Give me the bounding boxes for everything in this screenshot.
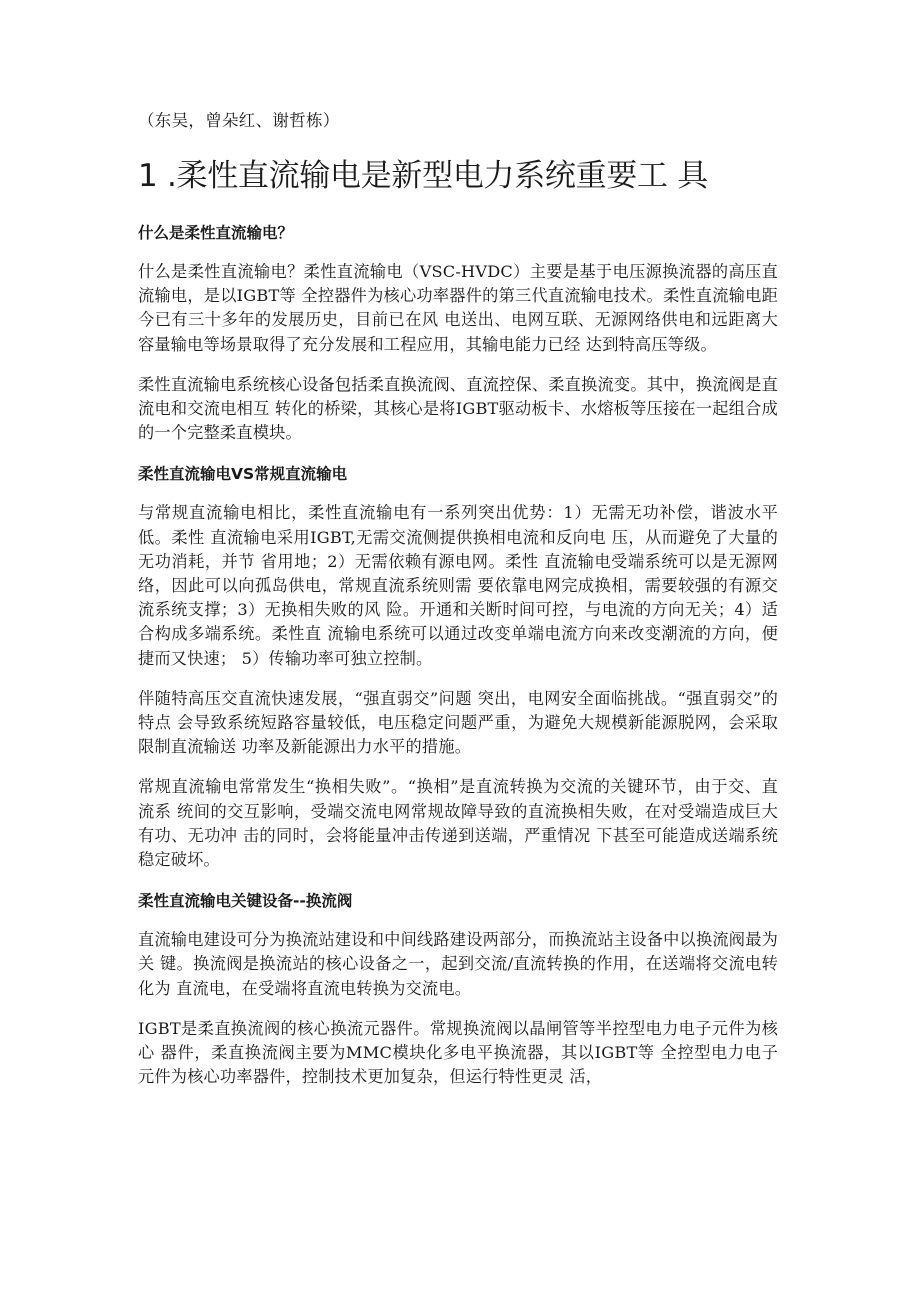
paragraph: 柔性直流输电系统核心设备包括柔直换流阀、直流控保、柔直换流变。其中，换流阀是直流电和交流电相互 转化的桥梁，其核心是将IGBT驱动板卡、水熔板等压接在一起组合成的一个完整柔直模块。 (138, 374, 778, 443)
paragraph: IGBT是柔直换流阀的核心换流元器件。常规换流阀以晶闸管等半控型电力电子元件为核心 器件，柔直换流阀主要为MMC模块化多电平换流器，其以IGBT等 全控型电力电子元件为核心功率器件，控制技术更加复杂，但运行特性更灵 活， (138, 1018, 778, 1087)
section-heading: 柔性直流输电VS常规直流输电 (138, 465, 348, 484)
section-what-is-vsc-hvdc (138, 220, 778, 445)
document-page (138, 108, 778, 1105)
section-converter-valve (138, 888, 778, 1089)
section-heading: 什么是柔性直流输电？ (138, 224, 294, 242)
paragraph: 什么是柔性直流输电？柔性直流输电（VSC-HVDC）主要是基于电压源换流器的高压直流输电，是以IGBT等 全控器件为核心功率器件的第三代直流输电技术。柔性直流输电距今已有三十多年的发展历史，目前已在风 电送出、电网互联、无源网络供电和远距离大容量输电等场景取得了充分发展和工程应用，其输电能力已经 达到特高压等级。 (138, 262, 778, 354)
page-title: 1 .柔性直流输电是新型电力系统重要工 具 (138, 158, 708, 194)
section-heading: 柔性直流输电关键设备--换流阀 (138, 892, 353, 911)
paragraph: 与常规直流输电相比，柔性直流输电有一系列突出优势：1）无需无功补偿，谐波水平低。柔性 直流输电采用IGBT,无需交流侧提供换相电流和反向电 压，从而避免了大量的无功消耗，并节 省用地；2）无需依赖有源电网。柔性 直流输电受端系统可以是无源网络，因此可以向孤岛供电，常规直流系统则需 要依靠电网完成换相，需要较强的有源交流系统支撑；3）无换相失败的风 险。开通和关断时间可控，与电流的方向无关；4）适合构成多端系统。柔性直 流输电系统可以通过改变单端电流方向来改变潮流的方向，便捷而又快速； 5）传输功率可独立控制。 (138, 503, 778, 668)
section-vsc-vs-conventional (138, 461, 778, 872)
paragraph: 常规直流输电常常发生“换相失败”。“换相”是直流转换为交流的关键环节，由于交、直流系 统间的交互影响，受端交流电网常规故障导致的直流换相失败，在对受端造成巨大有功、无功冲 击的同时，会将能量冲击传递到送端，严重情况 下甚至可能造成送端系统稳定破坏。 (138, 777, 778, 870)
paragraph: 直流输电建设可分为换流站建设和中间线路建设两部分，而换流站主设备中以换流阀最为关 键。换流阀是换流站的核心设备之一，起到交流/直流转换的作用，在送端将交流电转化为 直流电，在受端将直流电转换为交流电。 (138, 930, 778, 998)
paragraph: 伴随特高压交直流快速发展，“强直弱交”问题 突出，电网安全面临挑战。“强直弱交”的特点 会导致系统短路容量较低，电压稳定问题严重，为避免大规模新能源脱网，会采取限制直流输送 功率及新能源出力水平的措施。 (138, 688, 778, 757)
author-line: （东吴，曾朵红、谢哲栋） (138, 111, 340, 130)
